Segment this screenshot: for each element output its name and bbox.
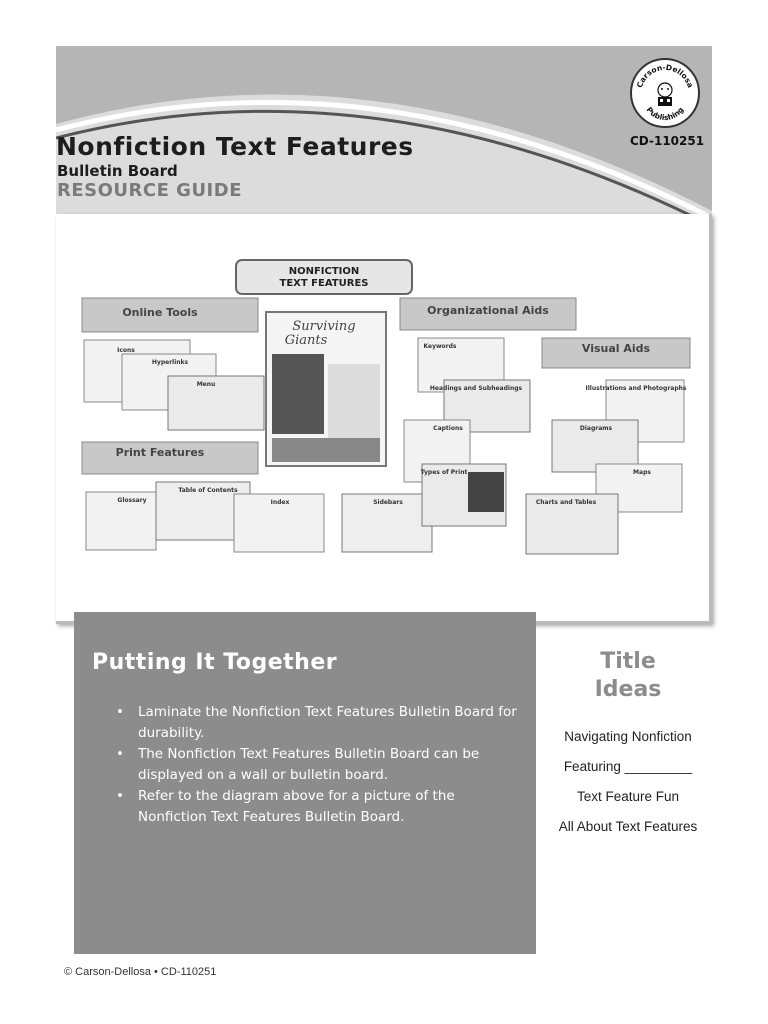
title-ideas-heading: Title Ideas	[594, 649, 662, 702]
putting-it-together-panel	[74, 612, 536, 954]
footer-copyright: © Carson-Dellosa • CD-110251	[64, 966, 217, 978]
page-subtitle: Bulletin Board	[57, 162, 178, 180]
page-title: Nonfiction Text Features	[56, 132, 414, 161]
board-header-print-features: Print Features	[115, 446, 205, 459]
title-idea-item: All About Text Features	[558, 819, 698, 834]
board-card-diagrams: Diagrams	[579, 425, 613, 432]
board-banner-line1: NONFICTION	[288, 266, 360, 277]
board-card-headings: Headings and Subheadings	[429, 385, 523, 392]
product-code: CD-110251	[630, 134, 705, 148]
title-idea-item: Navigating Nonfiction	[564, 729, 692, 744]
board-card-captions: Captions	[433, 425, 463, 432]
board-header-organizational-aids: Organizational Aids	[427, 304, 549, 317]
board-card-index: Index	[270, 499, 290, 506]
board-banner-line2: TEXT FEATURES	[279, 278, 369, 289]
board-center-title-line2: Giants	[284, 333, 328, 348]
board-card-types-of-print: Types of Print	[420, 469, 468, 476]
title-ideas-list	[540, 728, 716, 848]
bulletin-board-diagram	[56, 214, 712, 624]
bullet-icon: •	[116, 704, 124, 720]
svg-text:Carson-Dellosa: Carson-Dellosa	[634, 62, 696, 89]
bulletin-board-illustration	[56, 214, 709, 621]
title-idea-item: Featuring _________	[563, 759, 693, 774]
title-idea-item: Text Feature Fun	[576, 789, 680, 804]
board-card-sidebars: Sidebars	[373, 499, 403, 506]
board-card-glossary: Glossary	[117, 497, 147, 504]
board-header-visual-aids: Visual Aids	[581, 342, 651, 355]
instruction-item	[116, 744, 521, 786]
instruction-text: Refer to the diagram above for a picture of the Nonfiction Text Features Bulletin Board.	[138, 788, 455, 825]
publisher-logo	[630, 58, 700, 128]
instructions-list	[116, 702, 521, 828]
instruction-item	[116, 786, 521, 828]
board-card-keywords: Keywords	[423, 343, 457, 350]
board-card-maps: Maps	[633, 469, 651, 476]
mascot-icon	[658, 83, 672, 106]
board-card-table-of-contents: Table of Contents	[178, 487, 238, 494]
board-card-charts-tables: Charts and Tables	[535, 499, 597, 506]
board-card-illustrations: Illustrations and Photographs	[585, 385, 687, 392]
board-header-online-tools: Online Tools	[122, 306, 198, 319]
board-card-hyperlinks: Hyperlinks	[151, 359, 189, 366]
instruction-item	[116, 702, 521, 744]
putting-it-together-heading: Putting It Together	[92, 650, 338, 675]
resource-guide-label: RESOURCE GUIDE	[57, 180, 242, 201]
bullet-icon: •	[116, 788, 124, 804]
board-center-title-line1: Surviving	[292, 319, 356, 334]
instruction-text: The Nonfiction Text Features Bulletin Board can be displayed on a wall or bulletin board.	[138, 746, 480, 783]
board-card-menu: Menu	[196, 381, 216, 388]
bullet-icon: •	[116, 746, 124, 762]
instruction-text: Laminate the Nonfiction Text Features Bulletin Board for durability.	[138, 704, 517, 741]
board-card-icons: Icons	[117, 347, 135, 354]
svg-text:Publishing: Publishing	[644, 105, 686, 123]
